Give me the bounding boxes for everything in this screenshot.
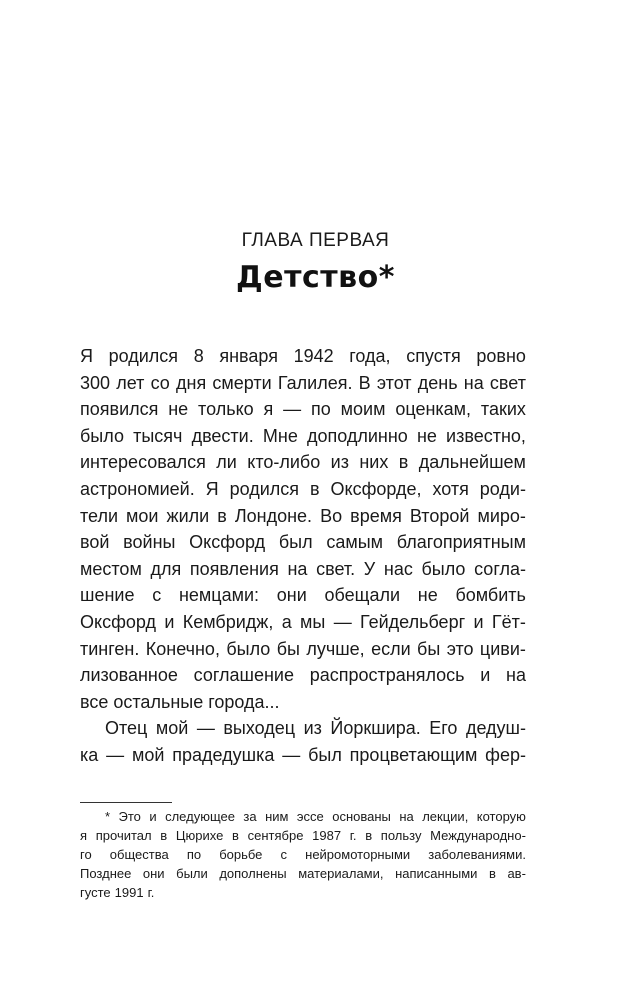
footnote-divider [80,802,172,803]
body-line [80,423,526,450]
footnote-line [80,864,526,883]
word: ка [80,744,99,765]
word: в [398,452,409,473]
body-line [80,343,526,370]
word: был [278,532,313,553]
word: вой [80,532,110,553]
word: я [80,828,88,843]
word: а [281,611,292,632]
word: выходец [223,718,296,739]
body-line [80,662,526,689]
word: на [287,558,308,579]
word: циви- [479,638,526,659]
body-line [80,715,526,742]
word: лучше, [306,638,365,659]
word: Оксфорде, [330,478,422,499]
word: бы [276,638,300,659]
word: распространялось [309,665,465,686]
word: следующее [165,809,235,824]
word: в [217,505,227,526]
word: нас [383,558,413,579]
word: процветающим [349,744,478,765]
word: астрономией. [80,478,195,499]
footnote-line [80,845,526,864]
chapter-title: Детство* [236,260,395,295]
word: Кембридж, [182,611,274,632]
word: тели [80,505,119,526]
word: густе [80,885,111,900]
word: Конечно, [145,638,220,659]
body-line [80,582,526,609]
word: Гёт- [491,611,526,632]
word: доподлинно [306,425,408,446]
word: ровно [476,346,526,366]
word: они [142,866,165,881]
body-line [80,449,526,476]
word: не [417,585,438,606]
word: Галилея. [277,372,353,393]
word: они [276,585,307,606]
word: г. [349,828,357,843]
word: по [186,847,202,862]
word: 300 [80,372,111,393]
chapter-label: ГЛАВА ПЕРВАЯ [241,230,390,251]
word: местом [80,558,142,579]
word: не [416,425,437,446]
word: по [311,399,331,420]
word: — [106,744,125,765]
word: Это [118,809,141,824]
body-line [80,689,526,716]
word: эссе [296,809,324,824]
word: в [488,866,496,881]
word: Во [320,505,343,526]
word: 8 [193,346,204,366]
word: с [280,847,288,862]
word: появления [189,558,279,579]
word: года, [349,346,391,366]
word: г. [147,885,155,900]
word: них [359,452,389,473]
word: борьбе [219,847,263,862]
word: день [417,372,458,393]
word: Оксфорд [80,611,156,632]
word: немцами: [178,585,260,606]
word: 1942 [293,346,334,366]
word: я [263,399,274,420]
word: на [506,665,526,686]
word: тинген. [80,638,140,659]
word: го [80,847,92,862]
word: и [164,611,175,632]
word: родился [229,478,300,499]
word: — [283,399,302,420]
word: интересовался [80,452,206,473]
word: бы [417,638,441,659]
word: дополнены [219,866,287,881]
word: — [196,718,215,739]
word: только [198,399,254,420]
word: Цюрихе [175,828,224,843]
word: написанными [395,866,478,881]
word: кто-либо [247,452,321,473]
word: для [150,558,182,579]
word: дня [176,372,207,393]
word: Второй [409,505,470,526]
word: Я [205,478,219,499]
word: общества [109,847,169,862]
word: — [333,611,352,632]
body-line [80,556,526,583]
word: которую [476,809,526,824]
word: и [473,611,484,632]
word: Позднее [80,866,132,881]
word: соглашение [193,665,294,686]
word: прадедушка [172,744,275,765]
word: материалами, [298,866,384,881]
word: основаны [332,809,391,824]
word: лет [116,372,145,393]
word: благоприятным [396,532,526,553]
word: мы [300,611,326,632]
word: оценкам, [395,399,472,420]
word: были [176,866,208,881]
word: дедуш- [465,718,526,739]
body-line [80,742,526,769]
word: и [149,809,157,824]
word: в [160,828,168,843]
word: заболеваниями. [428,847,526,862]
word: В [358,372,371,393]
word: лекции, [422,809,469,824]
word: этот [376,372,412,393]
word: бомбить [455,585,526,606]
word: города... [208,691,280,712]
word: ним [265,809,289,824]
word: лизованное [80,665,178,686]
word: * [105,809,111,824]
body-line [80,529,526,556]
word: Гейдельберг [360,611,466,632]
word: спустя [406,346,461,366]
body-line [80,396,526,423]
word: тысяч [133,425,183,446]
word: было [226,638,271,659]
word: Оксфорд [189,532,266,553]
word: таких [480,399,526,420]
word: с [152,585,162,606]
footnote-line [80,826,526,845]
word: из [303,718,322,739]
word: смерти [212,372,272,393]
word: известно, [446,425,526,446]
word: Отец [105,718,148,739]
word: мои [126,505,159,526]
word: нейромоторными [305,847,411,862]
body-line [80,370,526,397]
word: на [399,809,414,824]
footnote [80,807,526,902]
word: Лондоне. [234,505,313,526]
word: 1987 [312,828,342,843]
word: если [371,638,411,659]
word: дальнейшем [418,452,526,473]
word: согла- [474,558,526,579]
word: время [350,505,402,526]
word: прочитал [95,828,152,843]
footnote-line [80,883,526,902]
word: за [243,809,257,824]
body-line [80,636,526,663]
word: было [80,425,124,446]
word: мой [155,718,189,739]
word: Его [429,718,458,739]
word: фер- [485,744,526,765]
word: это [446,638,474,659]
word: ав- [507,866,526,881]
word: родился [108,346,179,366]
word: хотя [432,478,469,499]
word: было [421,558,466,579]
word: свет. [316,558,356,579]
word: из [330,452,349,473]
word: войны [123,532,176,553]
word: свет [489,372,526,393]
word: У [363,558,376,579]
word: на [463,372,484,393]
body-text [80,343,526,769]
word: шение [80,585,135,606]
body-line [80,503,526,530]
word: сентябре [247,828,304,843]
word: в [365,828,373,843]
body-line [80,476,526,503]
footnote-line [80,807,526,826]
word: в [232,828,239,843]
word: не [168,399,189,420]
word: пользу [380,828,422,843]
word: со [150,372,170,393]
body-line [80,609,526,636]
word: роди- [479,478,526,499]
word: Мне [262,425,298,446]
word: — [282,744,301,765]
word: Йоркшира. [330,718,421,739]
word: появился [80,399,159,420]
word: обещали [324,585,401,606]
word: остальные [113,691,204,712]
word: мой [131,744,165,765]
word: моим [340,399,386,420]
word: января [219,346,278,366]
word: 1991 [114,885,144,900]
word: миро- [477,505,526,526]
word: жили [166,505,210,526]
word: самым [326,532,384,553]
word: в [309,478,320,499]
word: Международно- [430,828,526,843]
word: и [480,665,491,686]
word: Я [80,346,93,366]
word: ли [216,452,237,473]
word: двести. [191,425,254,446]
word: все [80,691,109,712]
word: был [308,744,342,765]
